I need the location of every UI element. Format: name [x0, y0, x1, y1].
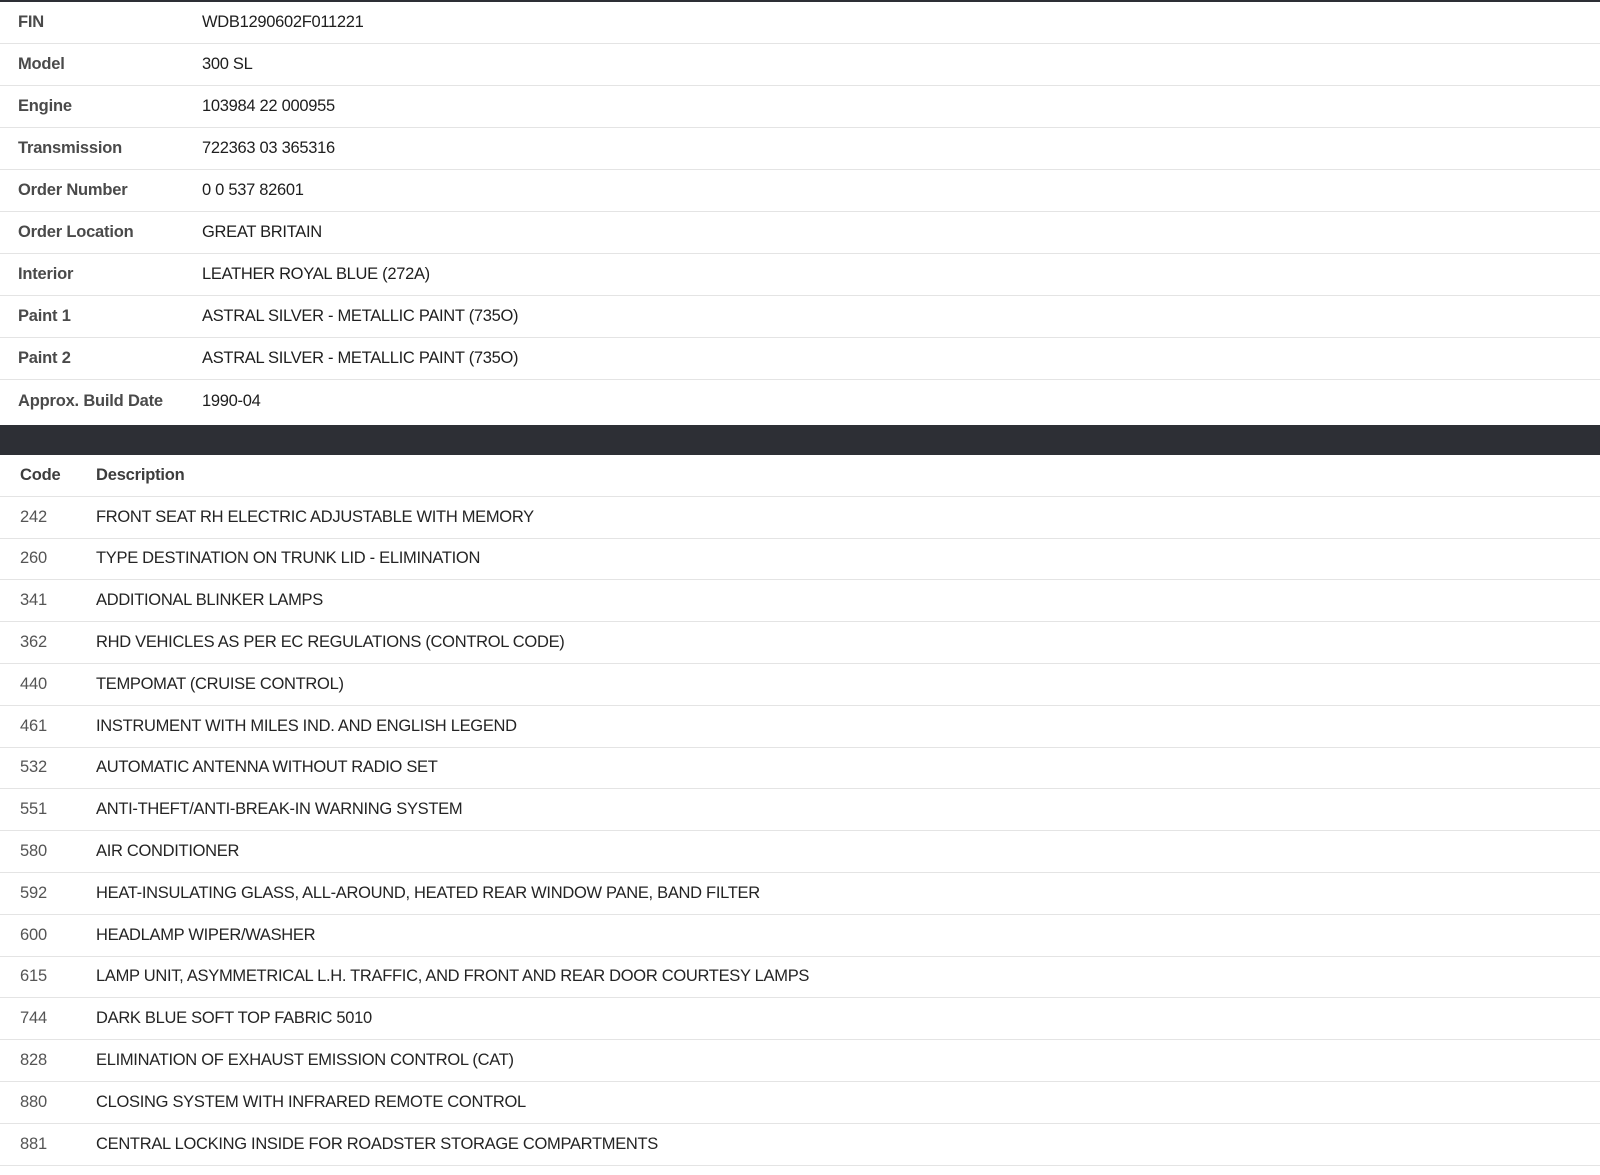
info-value-paint-2: ASTRAL SILVER - METALLIC PAINT (735O) — [202, 349, 519, 367]
option-code: 828 — [20, 1051, 47, 1070]
option-description: RHD VEHICLES AS PER EC REGULATIONS (CONTROL CODE) — [96, 633, 565, 652]
info-value-order-number: 0 0 537 82601 — [202, 181, 304, 199]
option-code: 532 — [20, 758, 47, 777]
option-description: CLOSING SYSTEM WITH INFRARED REMOTE CONTROL — [96, 1092, 526, 1111]
option-code: 341 — [20, 591, 47, 610]
info-value-fin: WDB1290602F011221 — [202, 13, 364, 31]
info-label-transmission: Transmission — [18, 139, 122, 157]
option-code: 551 — [20, 800, 47, 819]
info-row-order-location — [0, 212, 1600, 254]
option-description: HEADLAMP WIPER/WASHER — [96, 925, 316, 944]
option-row-341 — [0, 580, 1600, 622]
option-description: ELIMINATION OF EXHAUST EMISSION CONTROL (CAT) — [96, 1051, 514, 1070]
info-label-paint-1: Paint 1 — [18, 307, 71, 325]
info-label-build-date: Approx. Build Date — [18, 391, 163, 410]
option-row-828 — [0, 1040, 1600, 1082]
option-code: 600 — [20, 925, 47, 944]
info-value-engine: 103984 22 000955 — [202, 97, 335, 115]
option-code: 242 — [20, 507, 47, 526]
info-label-engine: Engine — [18, 97, 72, 115]
description-column-header: Description — [96, 465, 185, 484]
option-description: HEAT-INSULATING GLASS, ALL-AROUND, HEATED REAR WINDOW PANE, BAND FILTER — [96, 883, 760, 902]
option-row-440 — [0, 664, 1600, 706]
info-value-order-location: GREAT BRITAIN — [202, 223, 322, 241]
option-description: ADDITIONAL BLINKER LAMPS — [96, 591, 323, 610]
info-row-transmission — [0, 128, 1600, 170]
option-row-615 — [0, 957, 1600, 999]
option-description: CENTRAL LOCKING INSIDE FOR ROADSTER STORAGE COMPARTMENTS — [96, 1134, 658, 1153]
option-row-532 — [0, 748, 1600, 790]
option-row-744 — [0, 998, 1600, 1040]
info-value-paint-1: ASTRAL SILVER - METALLIC PAINT (735O) — [202, 307, 519, 325]
option-code: 744 — [20, 1009, 47, 1028]
option-code: 615 — [20, 967, 47, 986]
info-label-paint-2: Paint 2 — [18, 349, 71, 367]
info-label-fin: FIN — [18, 13, 44, 31]
info-row-paint-1 — [0, 296, 1600, 338]
option-code: 881 — [20, 1134, 47, 1153]
option-row-551 — [0, 789, 1600, 831]
option-description: ANTI-THEFT/ANTI-BREAK-IN WARNING SYSTEM — [96, 800, 463, 819]
option-description: AIR CONDITIONER — [96, 842, 240, 861]
vehicle-info-table — [0, 2, 1600, 422]
option-row-592 — [0, 873, 1600, 915]
option-description: TYPE DESTINATION ON TRUNK LID - ELIMINATION — [96, 549, 481, 568]
option-codes-table — [0, 455, 1600, 1166]
info-label-order-location: Order Location — [18, 223, 134, 241]
info-row-fin — [0, 2, 1600, 44]
option-code: 260 — [20, 549, 47, 568]
option-row-461 — [0, 706, 1600, 748]
section-separator-bar — [0, 425, 1600, 455]
info-label-model: Model — [18, 55, 65, 73]
info-value-model: 300 SL — [202, 55, 253, 73]
code-column-header: Code — [20, 465, 61, 484]
option-description: INSTRUMENT WITH MILES IND. AND ENGLISH LEGEND — [96, 716, 517, 735]
option-row-600 — [0, 915, 1600, 957]
option-description: LAMP UNIT, ASYMMETRICAL L.H. TRAFFIC, AND FRONT AND REAR DOOR COURTESY LAMPS — [96, 967, 810, 986]
info-row-interior — [0, 254, 1600, 296]
option-code: 461 — [20, 716, 47, 735]
option-description: FRONT SEAT RH ELECTRIC ADJUSTABLE WITH MEMORY — [96, 507, 534, 526]
option-code: 880 — [20, 1092, 47, 1111]
info-value-build-date: 1990-04 — [202, 391, 261, 410]
option-row-242 — [0, 497, 1600, 539]
option-description: AUTOMATIC ANTENNA WITHOUT RADIO SET — [96, 758, 438, 777]
info-row-engine — [0, 86, 1600, 128]
info-value-transmission: 722363 03 365316 — [202, 139, 335, 157]
option-row-580 — [0, 831, 1600, 873]
option-row-881 — [0, 1124, 1600, 1166]
option-code: 440 — [20, 674, 47, 693]
info-label-order-number: Order Number — [18, 181, 128, 199]
info-row-build-date — [0, 380, 1600, 422]
options-table-header — [0, 455, 1600, 497]
info-value-interior: LEATHER ROYAL BLUE (272A) — [202, 265, 430, 283]
option-row-880 — [0, 1082, 1600, 1124]
option-row-260 — [0, 539, 1600, 581]
info-row-model — [0, 44, 1600, 86]
option-description: DARK BLUE SOFT TOP FABRIC 5010 — [96, 1009, 372, 1028]
info-label-interior: Interior — [18, 265, 74, 283]
option-code: 580 — [20, 842, 47, 861]
option-row-362 — [0, 622, 1600, 664]
info-row-paint-2 — [0, 338, 1600, 380]
info-row-order-number — [0, 170, 1600, 212]
option-code: 592 — [20, 883, 47, 902]
option-description: TEMPOMAT (CRUISE CONTROL) — [96, 674, 344, 693]
option-code: 362 — [20, 633, 47, 652]
